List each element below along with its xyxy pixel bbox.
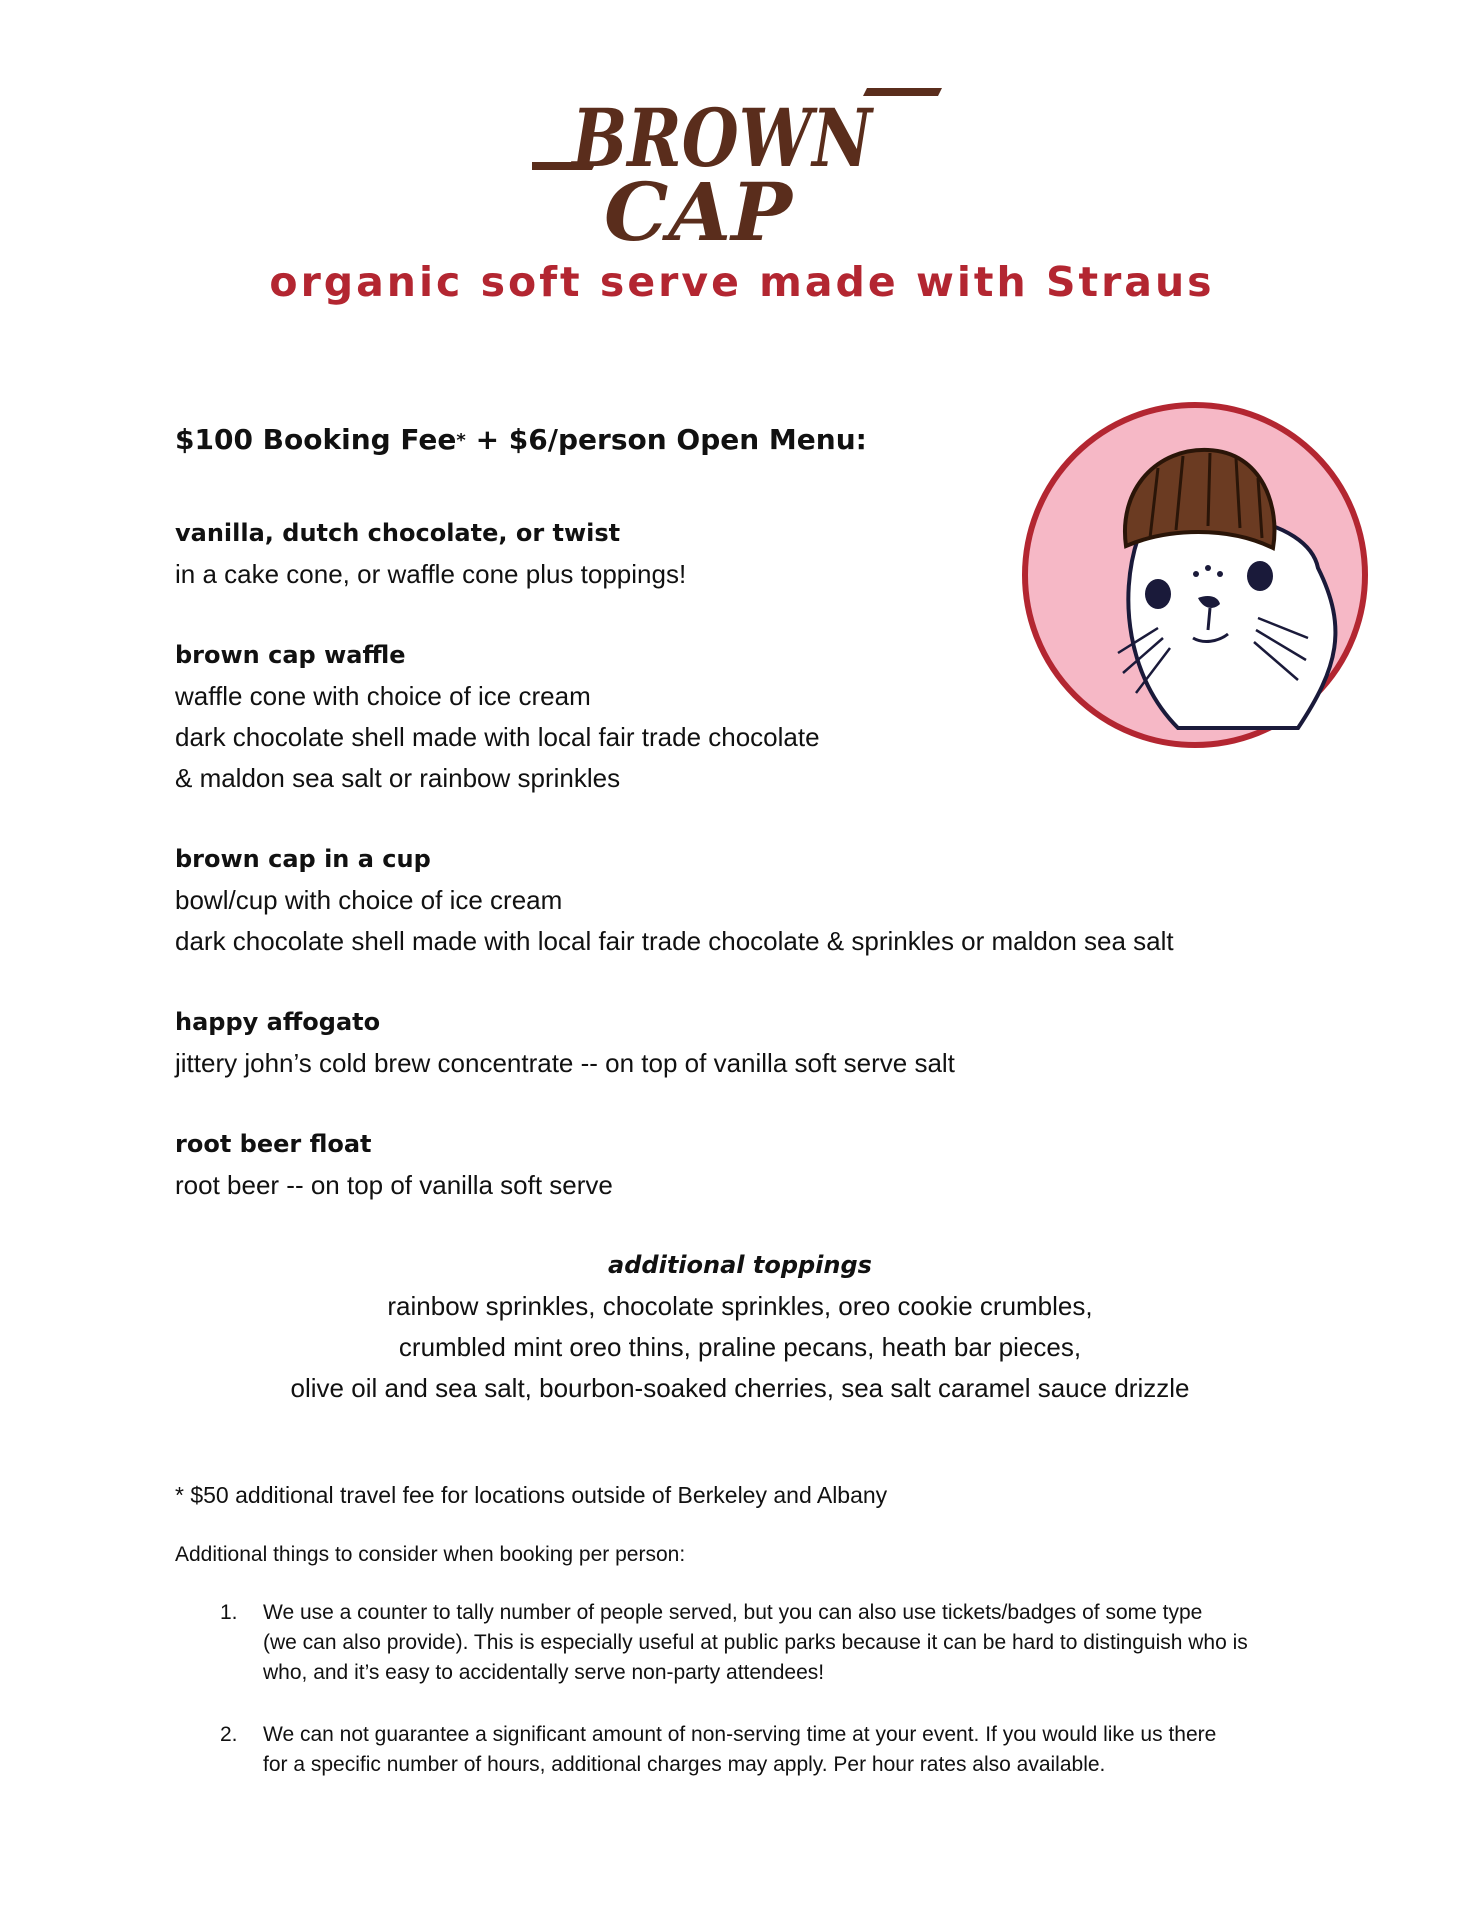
- menu-item-line: waffle cone with choice of ice cream: [175, 681, 591, 711]
- menu-item-title: root beer float: [175, 1130, 372, 1158]
- menu-item-brown-cap-waffle: [175, 635, 1315, 799]
- list-item: [175, 1720, 1315, 1780]
- menu-item-brown-cap-in-a-cup: [175, 839, 1315, 962]
- menu-item-title: vanilla, dutch chocolate, or twist: [175, 519, 621, 547]
- menu-item-line: bowl/cup with choice of ice cream: [175, 885, 563, 915]
- logo-underline-right: [863, 88, 942, 96]
- menu-item-line: dark chocolate shell made with local fair trade chocolate & sprinkles or maldon sea salt: [175, 926, 1174, 956]
- note-line: We can not guarantee a significant amount of non-serving time at your event. If you would like us there: [263, 1723, 1217, 1746]
- menu-item-root-beer-float: [175, 1124, 1315, 1206]
- additional-toppings: [175, 1245, 1305, 1409]
- list-item: [175, 1598, 1315, 1688]
- consider-heading: Additional things to consider when booking per person:: [175, 1543, 686, 1566]
- booking-notes-list: [175, 1598, 1315, 1812]
- menu-item-title: brown cap in a cup: [175, 845, 431, 873]
- note-line: We use a counter to tally number of people served, but you can also use tickets/badges of some type: [263, 1601, 1203, 1624]
- menu-item-line: in a cake cone, or waffle cone plus toppings!: [175, 559, 687, 589]
- list-number: 2.: [220, 1723, 238, 1746]
- menu-item-line: jittery john’s cold brew concentrate -- on top of vanilla soft serve salt: [175, 1048, 955, 1078]
- list-number: 1.: [220, 1601, 238, 1624]
- note-line: who, and it’s easy to accidentally serve non-party attendees!: [263, 1661, 825, 1684]
- tagline: organic soft serve made with Straus: [269, 258, 1215, 306]
- note-line: (we can also provide). This is especially useful at public parks because it can be hard to distinguish who is: [263, 1631, 1248, 1654]
- toppings-line: crumbled mint oreo thins, praline pecans, heath bar pieces,: [398, 1332, 1082, 1362]
- footnote-star: *: [456, 430, 466, 451]
- menu-item-vanilla-chocolate-twist: [175, 513, 1315, 595]
- menu-item-title: brown cap waffle: [175, 641, 406, 669]
- logo-text-cap: CAP: [604, 165, 795, 242]
- menu-heading: [175, 420, 1315, 461]
- toppings-title: additional toppings: [608, 1251, 872, 1279]
- note-line: for a specific number of hours, additional charges may apply. Per hour rates also available.: [263, 1753, 1106, 1776]
- menu-item-line: & maldon sea salt or rainbow sprinkles: [175, 763, 621, 793]
- booking-fee-text: $100 Booking Fee: [175, 423, 457, 456]
- menu-section: [175, 420, 1315, 1246]
- logo-text-brown: BROWN: [570, 91, 875, 185]
- brown-cap-logo: [532, 82, 942, 242]
- open-menu-text: + $6/person Open Menu:: [465, 423, 867, 456]
- menu-item-title: happy affogato: [175, 1008, 381, 1036]
- travel-fee-note: * $50 additional travel fee for locations outside of Berkeley and Albany: [175, 1482, 888, 1508]
- menu-item-line: root beer -- on top of vanilla soft serve: [175, 1170, 613, 1200]
- menu-item-happy-affogato: [175, 1002, 1315, 1084]
- toppings-line: rainbow sprinkles, chocolate sprinkles, oreo cookie crumbles,: [387, 1291, 1093, 1321]
- toppings-line: olive oil and sea salt, bourbon-soaked cherries, sea salt caramel sauce drizzle: [290, 1373, 1190, 1403]
- menu-item-line: dark chocolate shell made with local fair trade chocolate: [175, 722, 820, 752]
